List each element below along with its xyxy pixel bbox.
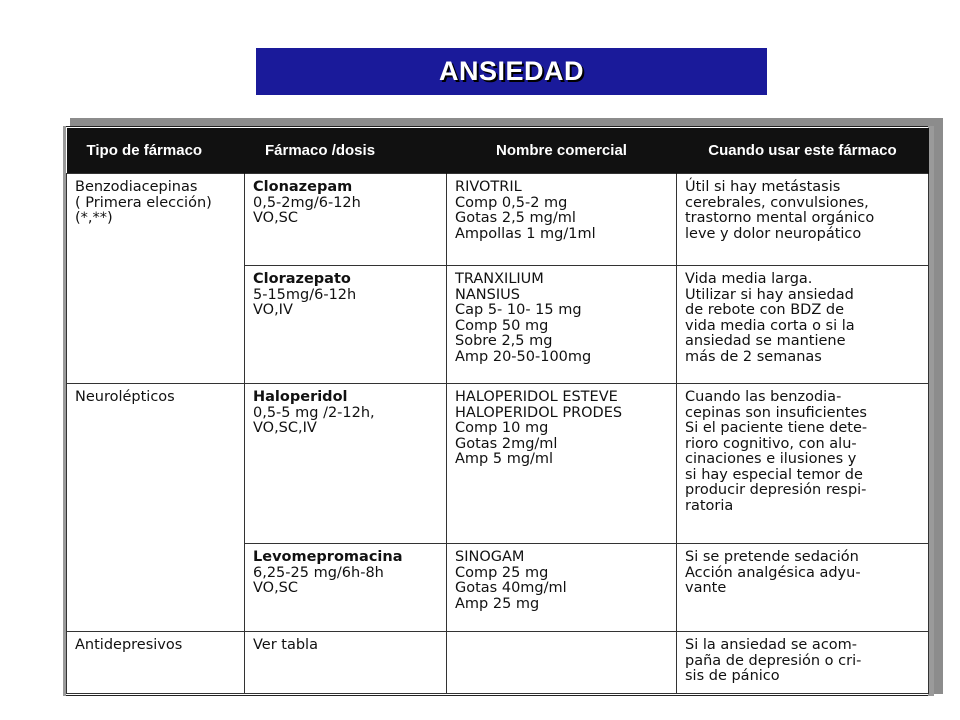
- page-title: ANSIEDAD: [438, 56, 584, 86]
- cell-cuando: [677, 544, 929, 632]
- comercial-line: TRANXILIUM: [455, 271, 544, 287]
- cuando-line: Vida media larga.: [685, 271, 813, 287]
- cell-tipo: [67, 632, 245, 694]
- tipo-line: Antidepresivos: [75, 637, 183, 653]
- cuando-line: vante: [685, 580, 727, 596]
- tipo-line: (*,**): [75, 210, 113, 226]
- cuando-line: Si se pretende sedación: [685, 549, 859, 565]
- cell-farmaco: [245, 266, 447, 384]
- cuando-line: leve y dolor neuropático: [685, 225, 862, 242]
- comercial-line: SINOGAM: [455, 549, 525, 565]
- cuando-line: más de 2 semanas: [685, 348, 822, 365]
- cuando-line: ansiedad se mantiene: [685, 333, 846, 349]
- comercial-line: Amp 20-50-100mg: [455, 348, 592, 365]
- comercial-line: Comp 0,5-2 mg: [455, 194, 568, 211]
- tipo-line: ( Primera elección): [75, 194, 212, 211]
- drug-dose-line: VO,SC: [253, 580, 299, 596]
- cuando-line: Si la ansiedad se acom-: [685, 637, 858, 653]
- cell-comercial: [447, 174, 677, 266]
- header-tipo: Tipo de fármaco: [67, 128, 245, 174]
- header-nombre: [447, 128, 677, 174]
- drug-dose-line: 0,5-2mg/6-12h: [253, 194, 361, 211]
- table-row: [67, 384, 929, 544]
- table-row: [67, 632, 929, 694]
- title-banner: [256, 48, 767, 95]
- cuando-line: Cuando las benzodia-: [685, 389, 842, 405]
- comercial-line: Comp 25 mg: [455, 564, 549, 581]
- cell-cuando: [677, 384, 929, 544]
- cuando-line: vida media corta o si la: [685, 317, 855, 334]
- cell-farmaco: [245, 632, 447, 694]
- cell-comercial: [447, 544, 677, 632]
- drug-dose-line: VO,IV: [253, 302, 293, 318]
- drug-dose-line: VO,SC: [253, 210, 299, 226]
- cell-tipo: [67, 174, 245, 266]
- cuando-line: rioro cognitivo, con alu-: [685, 435, 857, 452]
- comercial-line: Amp 5 mg/ml: [455, 451, 554, 467]
- table-header-row: [67, 128, 929, 174]
- cell-tipo: [67, 384, 245, 544]
- table-row: [67, 544, 929, 632]
- comercial-line: Gotas 2,5 mg/ml: [455, 210, 576, 226]
- drug-name: Haloperidol: [253, 389, 348, 405]
- cuando-line: sis de pánico: [685, 668, 780, 684]
- tipo-line: Neurolépticos: [75, 389, 175, 405]
- comercial-line: Gotas 40mg/ml: [455, 580, 567, 596]
- cell-tipo: [67, 544, 245, 632]
- cuando-line: de rebote con BDZ de: [685, 302, 845, 318]
- cell-cuando: [677, 632, 929, 694]
- comercial-line: Cap 5- 10- 15 mg: [455, 302, 582, 318]
- comercial-line: HALOPERIDOL PRODES: [455, 404, 623, 421]
- comercial-line: Sobre 2,5 mg: [455, 333, 553, 349]
- cell-comercial: [447, 384, 677, 544]
- cuando-line: paña de depresión o cri-: [685, 652, 862, 669]
- cuando-line: trastorno mental orgánico: [685, 210, 875, 226]
- comercial-line: Gotas 2mg/ml: [455, 435, 558, 452]
- cell-comercial: [447, 266, 677, 384]
- comercial-line: Ampollas 1 mg/1ml: [455, 225, 596, 242]
- table-row: [67, 266, 929, 384]
- header-nombre-line: Nombre: [496, 142, 553, 159]
- cell-cuando: [677, 266, 929, 384]
- cuando-line: producir depresión respi-: [685, 482, 867, 498]
- cuando-line: cepinas son insuficientes: [685, 404, 867, 421]
- cell-comercial: [447, 632, 677, 694]
- comercial-line: Comp 50 mg: [455, 317, 549, 334]
- drug-table: [66, 128, 929, 694]
- header-nombre-line: comercial: [556, 142, 627, 159]
- comercial-line: NANSIUS: [455, 286, 520, 303]
- drug-name: Clorazepato: [253, 271, 351, 287]
- cuando-line: cinaciones e ilusiones y: [685, 451, 857, 467]
- drug-dose-line: 6,25-25 mg/6h-8h: [253, 564, 384, 581]
- header-cuando: [677, 128, 929, 174]
- tipo-line: Benzodiacepinas: [75, 179, 198, 195]
- cuando-line: Útil si hay metástasis: [685, 179, 841, 195]
- drug-dose-line: 5-15mg/6-12h: [253, 286, 357, 303]
- comercial-line: Comp 10 mg: [455, 420, 549, 436]
- cuando-line: cerebrales, convulsiones,: [685, 194, 869, 211]
- header-cuando-line: Cuando usar: [708, 142, 800, 159]
- table-row: [67, 174, 929, 266]
- cuando-line: Acción analgésica adyu-: [685, 564, 861, 581]
- cell-cuando: [677, 174, 929, 266]
- header-farmaco: Fármaco /dosis: [245, 128, 447, 174]
- cell-farmaco: [245, 544, 447, 632]
- cuando-line: ratoria: [685, 497, 734, 514]
- cell-tipo: [67, 266, 245, 384]
- drug-dose-line: Ver tabla: [253, 637, 318, 653]
- cuando-line: si hay especial temor de: [685, 466, 863, 483]
- comercial-line: RIVOTRIL: [455, 179, 522, 195]
- drug-dose-line: 0,5-5 mg /2-12h,: [253, 404, 375, 421]
- comercial-line: Amp 25 mg: [455, 595, 540, 612]
- drug-name: Levomepromacina: [253, 549, 403, 565]
- cell-farmaco: [245, 174, 447, 266]
- drug-name: Clonazepam: [253, 179, 353, 195]
- cell-farmaco: [245, 384, 447, 544]
- comercial-line: HALOPERIDOL ESTEVE: [455, 389, 618, 405]
- header-cuando-line: este fármaco: [804, 142, 897, 159]
- drug-dose-line: VO,SC,IV: [253, 420, 317, 436]
- cuando-line: Utilizar si hay ansiedad: [685, 286, 854, 303]
- cuando-line: Si el paciente tiene dete-: [685, 420, 868, 436]
